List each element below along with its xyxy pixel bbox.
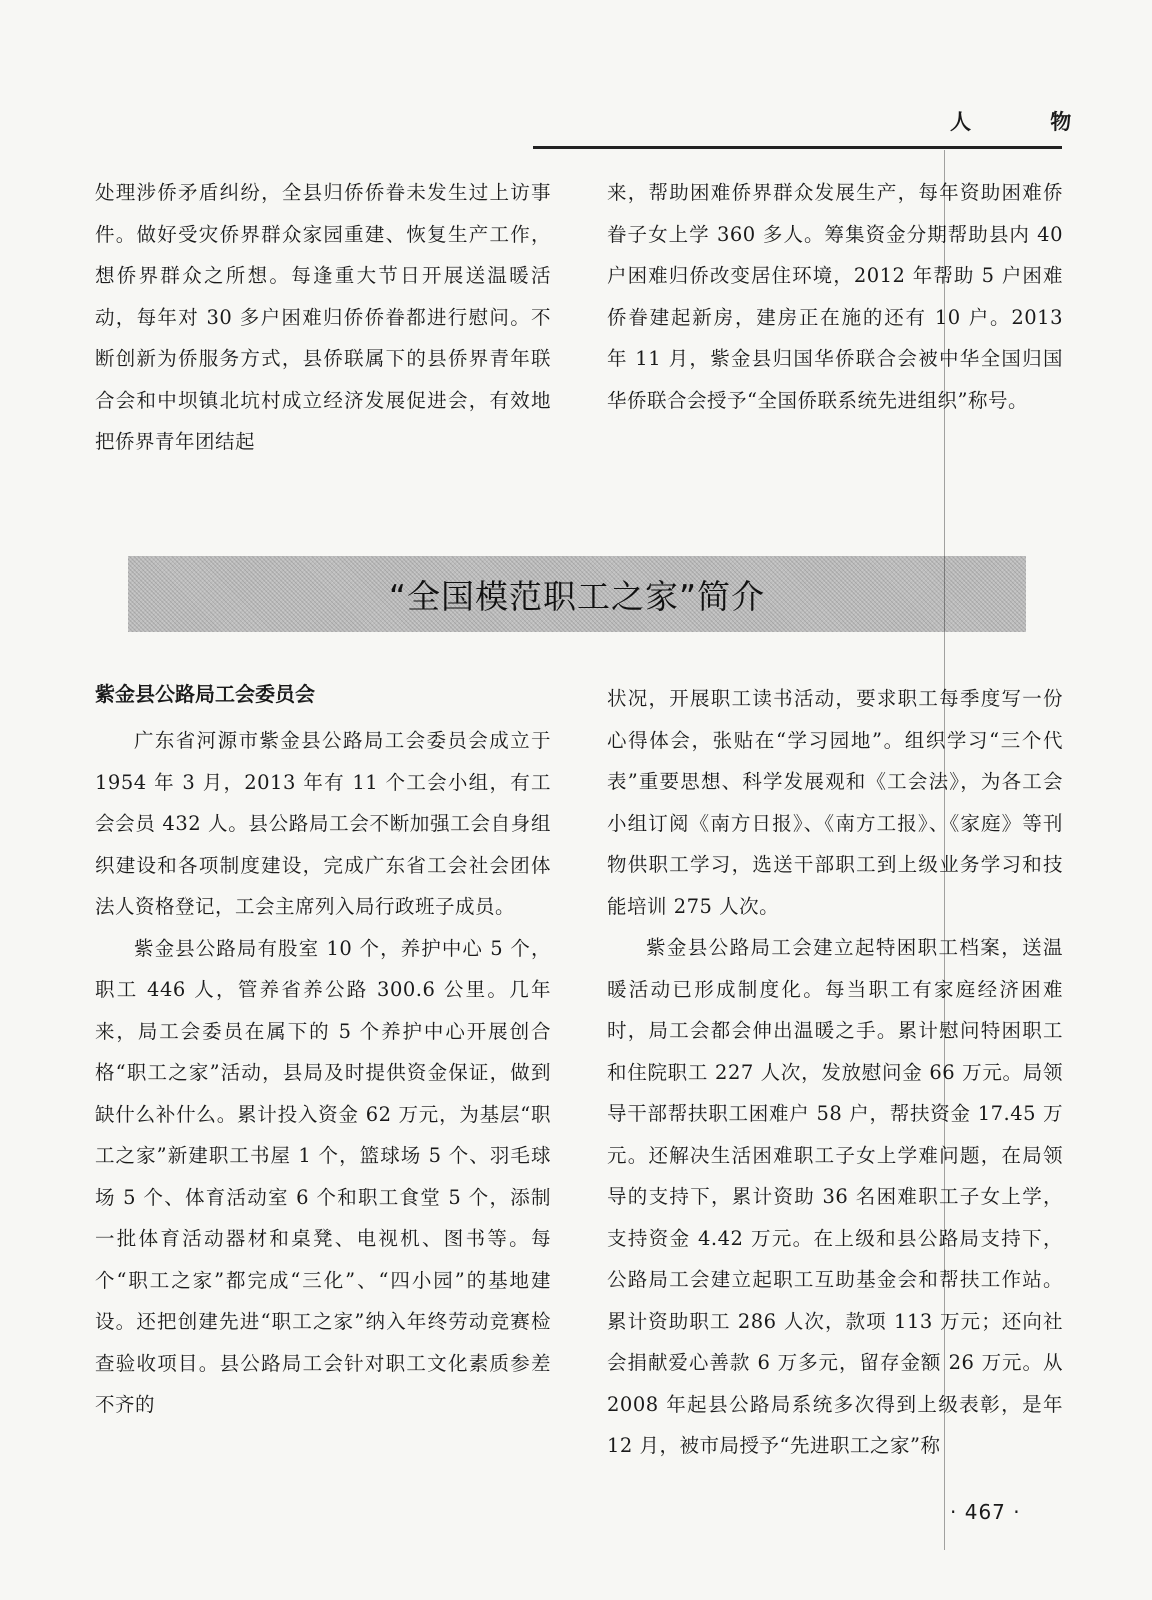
scan-fold-line <box>944 150 945 1550</box>
article-paragraph: 状况，开展职工读书活动，要求职工每季度写一份心得体会，张贴在“学习园地”。组织学习“三个代表”重要思想、科学发展观和《工会法》，为各工会小组订阅《南方日报》、《南方工报》、《家庭》等刊物供职工学习，选送干部职工到上级业务学习和技能培训 275 人次。 <box>607 687 1063 918</box>
top-left-paragraph: 处理涉侨矛盾纠纷，全县归侨侨眷未发生过上访事件。做好受灾侨界群众家园重建、恢复生产工作，想侨界群众之所想。每逢重大节日开展送温暖活动，每年对 30 多户困难归侨侨眷都进行慰问。不断创新为侨服务方式，县侨联属下的县侨界青年联合会和中坝镇北坑村成立经济发展促进会，有效地把侨界青年团结起 <box>95 181 551 453</box>
article-paragraph: 紫金县公路局工会建立起特困职工档案，送温暖活动已形成制度化。每当职工有家庭经济困难时，局工会都会伸出温暖之手。累计慰问特困职工和住院职工 227 人次，发放慰问金 66 万元。局领导干部帮扶职工困难户 58 户，帮扶资金 17.45 万元。还解决生活困难职工子女上学难问题，在局领导的支持下，累计资助 36 名困难职工子女上学，支持资金 4.42 万元。在上级和县公路局支持下，公路局工会建立起职工互助基金会和帮扶工作站。累计资助职工 286 人次，款项 113 万元；还向社会捐献爱心善款 6 万多元，留存金额 26 万元。从 2008 年起县公路局系统多次得到上级表彰，是年 12 月，被市局授予“先进职工之家”称 <box>607 936 1063 1457</box>
top-left-column <box>95 172 551 463</box>
article-paragraph: 广东省河源市紫金县公路局工会委员会成立于 1954 年 3 月，2013 年有 11 个工会小组，有工会会员 432 人。县公路局工会不断加强工会自身组织建设和各项制度建设，完成广东省工会社会团体法人资格登记，工会主席列入局行政班子成员。 <box>95 729 551 918</box>
banner-title: “全国模范职工之家”简介 <box>388 576 766 616</box>
header-rule <box>533 146 1062 149</box>
top-right-column <box>607 172 1063 421</box>
article-paragraph: 紫金县公路局有股室 10 个，养护中心 5 个，职工 446 人，管养省养公路 300.6 公里。几年来，局工会委员在属下的 5 个养护中心开展创合格“职工之家”活动，县局及时提供资金保证，做到缺什么补什么。累计投入资金 62 万元，为基层“职工之家”新建职工书屋 1 个，篮球场 5 个、羽毛球场 5 个、体育活动室 6 个和职工食堂 5 个，添制一批体育活动器材和桌凳、电视机、图书等。每个“职工之家”都完成“三化”、“四小园”的基地建设。还把创建先进“职工之家”纳入年终劳动竞赛检查验收项目。县公路局工会针对职工文化素质参差不齐的 <box>95 936 551 1416</box>
article-left-column <box>95 720 551 1426</box>
article-right-column <box>607 678 1063 1467</box>
section-banner <box>128 556 1026 632</box>
article-heading: 紫金县公路局工会委员会 <box>95 682 315 706</box>
section-header-label: 人 物 <box>950 110 1108 134</box>
page-number: · 467 · <box>950 1500 1021 1524</box>
top-right-paragraph: 来，帮助困难侨界群众发展生产，每年资助困难侨眷子女上学 360 多人。筹集资金分期帮助县内 40 户困难归侨改变居住环境，2012 年帮助 5 户困难侨眷建起新房，建房正在施的还有 10 户。2013 年 11 月，紫金县归国华侨联合会被中华全国归国华侨联合会授予“全国侨联系统先进组织”称号。 <box>607 181 1063 412</box>
